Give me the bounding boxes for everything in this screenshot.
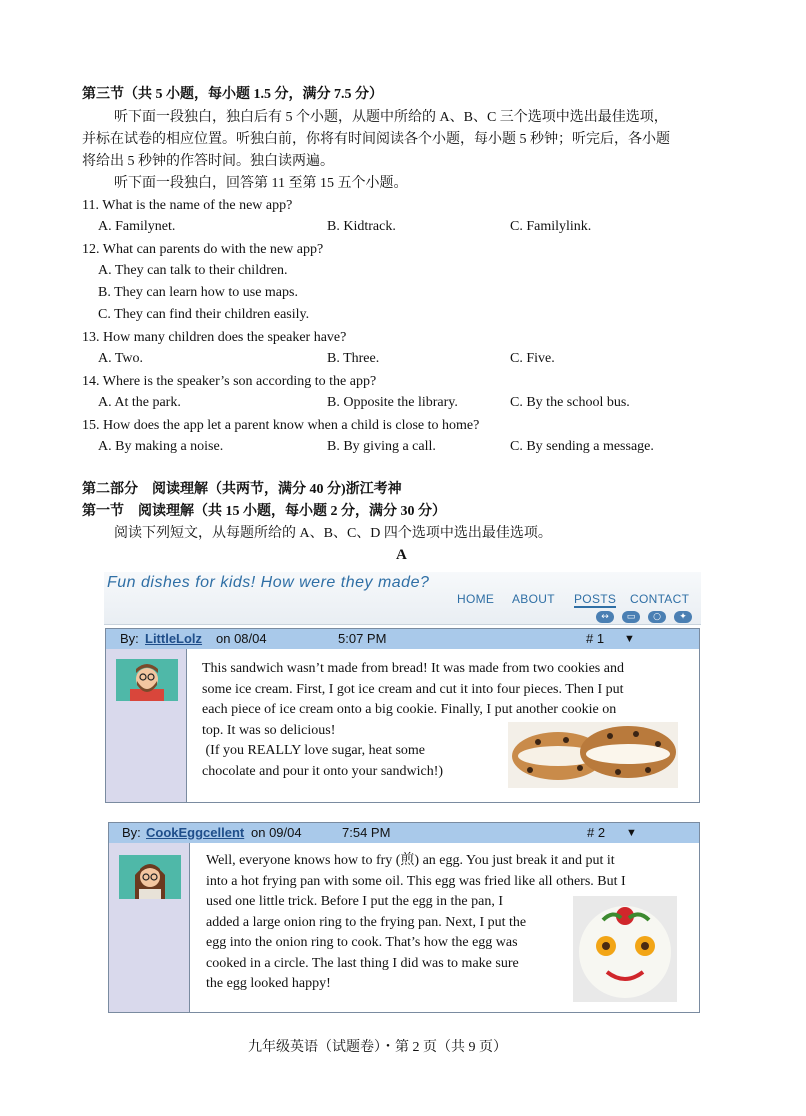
share-icon[interactable]: ↔ [596,611,614,623]
answer-option[interactable]: A. At the park. [98,395,181,410]
post-line: the egg looked happy! [206,976,331,991]
answer-option[interactable]: C. By sending a message. [510,439,654,454]
post-line: egg into the onion ring to cook. That’s how the egg was [206,935,518,950]
part2-heading: 第二部分 阅读理解（共两节，满分 40 分)浙江考神 [82,482,402,497]
nav-home[interactable]: HOME [457,592,495,606]
post-username[interactable]: CookEggcellent [146,825,245,840]
answer-option[interactable]: A. Familynet. [98,219,176,234]
answer-option[interactable]: B. Three. [327,351,380,366]
post-sidebar [106,649,187,802]
post-line: some ice cream. First, I got ice cream and cut it into four pieces. Then I put [202,681,624,697]
passage-label: A [396,547,407,563]
question-stem: 14. Where is the speaker’s son according to the app? [82,374,377,389]
post-number: # 2 [587,825,606,840]
answer-option[interactable]: C. By the school bus. [510,395,630,410]
answer-option[interactable]: A. They can talk to their children. [98,263,288,278]
forum-post [105,628,700,803]
nav-about[interactable]: ABOUT [512,592,555,606]
post-by: By: [122,825,141,840]
post-text [206,851,626,995]
post-time: 7:54 PM [342,825,391,840]
answer-option[interactable]: B. By giving a call. [327,439,436,454]
post-line: each piece of ice cream onto a big cookie. Finally, I put another cookie on [202,702,617,717]
part2-section1-heading: 第一节 阅读理解（共 15 小题，每小题 2 分，满分 30 分） [82,504,446,519]
print-icon[interactable]: ▭ [622,611,640,623]
answer-option[interactable]: C. Familylink. [510,219,592,234]
smiley-egg-photo [573,896,677,1002]
nav-posts[interactable]: POSTS [574,592,617,606]
triangle-down-icon[interactable]: ▼ [624,633,635,645]
post-line: added a large onion ring to the frying pan. Next, I put the [206,914,527,930]
answer-option[interactable]: B. They can learn how to use maps. [98,285,298,300]
post-time: 5:07 PM [338,631,387,646]
answer-option[interactable]: B. Kidtrack. [327,219,396,234]
post-line: chocolate and pour it onto your sandwich!) [202,763,444,779]
post-line: into a hot frying pan with some oil. This egg was fried like all others. But I [206,873,626,889]
cookie-sandwich-photo [508,722,678,788]
page-footer: 九年级英语（试题卷）・第 2 页（共 9 页） [248,1040,507,1055]
post-by: By: [120,631,139,646]
question-stem: 12. What can parents do with the new app? [82,242,324,257]
avatar [119,855,181,899]
section3-instruction: 听下面一段独白，回答第 11 至第 15 五个小题。 [114,176,408,191]
section3-instruction: 将给出 5 秒钟的作答时间。独白读两遍。 [82,154,334,169]
post-line: used one little trick. Before I put the egg in the pan, I [206,894,504,909]
answer-option[interactable]: C. They can find their children easily. [98,307,310,322]
answer-option[interactable]: B. Opposite the library. [327,395,458,410]
forum-title: Fun dishes for kids! How were they made? [107,574,430,591]
section3-heading: 第三节（共 5 小题，每小题 1.5 分，满分 7.5 分） [82,87,383,102]
question-stem: 13. How many children does the speaker have? [82,330,347,345]
post-date: on 08/04 [216,631,267,646]
post-header [109,823,699,843]
post-sidebar [109,843,190,1012]
question-stem: 15. How does the app let a parent know when a child is close to home? [82,418,480,433]
forum-post [108,822,700,1013]
post-line: (If you REALLY love sugar, heat some [202,743,426,758]
avatar [116,659,178,701]
post-date: on 09/04 [251,825,302,840]
post-header [106,629,699,649]
triangle-down-icon[interactable]: ▼ [626,827,637,839]
question-stem: 11. What is the name of the new app? [82,198,293,213]
answer-option[interactable]: A. Two. [98,351,144,366]
section3-instruction: 听下面一段独白，独白后有 5 个小题，从题中所给的 A、B、C 三个选项中选出最佳选项， [114,110,668,125]
answer-option[interactable]: A. By making a noise. [98,439,224,454]
search-icon[interactable]: ○ [648,611,666,623]
section3-instruction: 并标在试卷的相应位置。听独白前，你将有时间阅读各个小题，每小题 5 秒钟；听完后，各小题 [82,132,670,147]
post-line: cooked in a circle. The last thing I did was to make sure [206,955,519,971]
post-number: # 1 [586,631,605,646]
answer-option[interactable]: C. Five. [510,351,555,366]
nav-contact[interactable]: CONTACT [630,592,690,606]
post-username[interactable]: LittleLolz [145,631,203,646]
post-line: top. It was so delicious! [202,722,336,738]
post-line: This sandwich wasn’t made from bread! It was made from two cookies and [202,661,624,676]
post-line: Well, everyone knows how to fry (煎) an egg. You just break it and put it [206,853,615,868]
settings-icon[interactable]: ✦ [674,611,692,623]
part2-instruction: 阅读下列短文，从每题所给的 A、B、C、D 四个选项中选出最佳选项。 [114,526,552,541]
